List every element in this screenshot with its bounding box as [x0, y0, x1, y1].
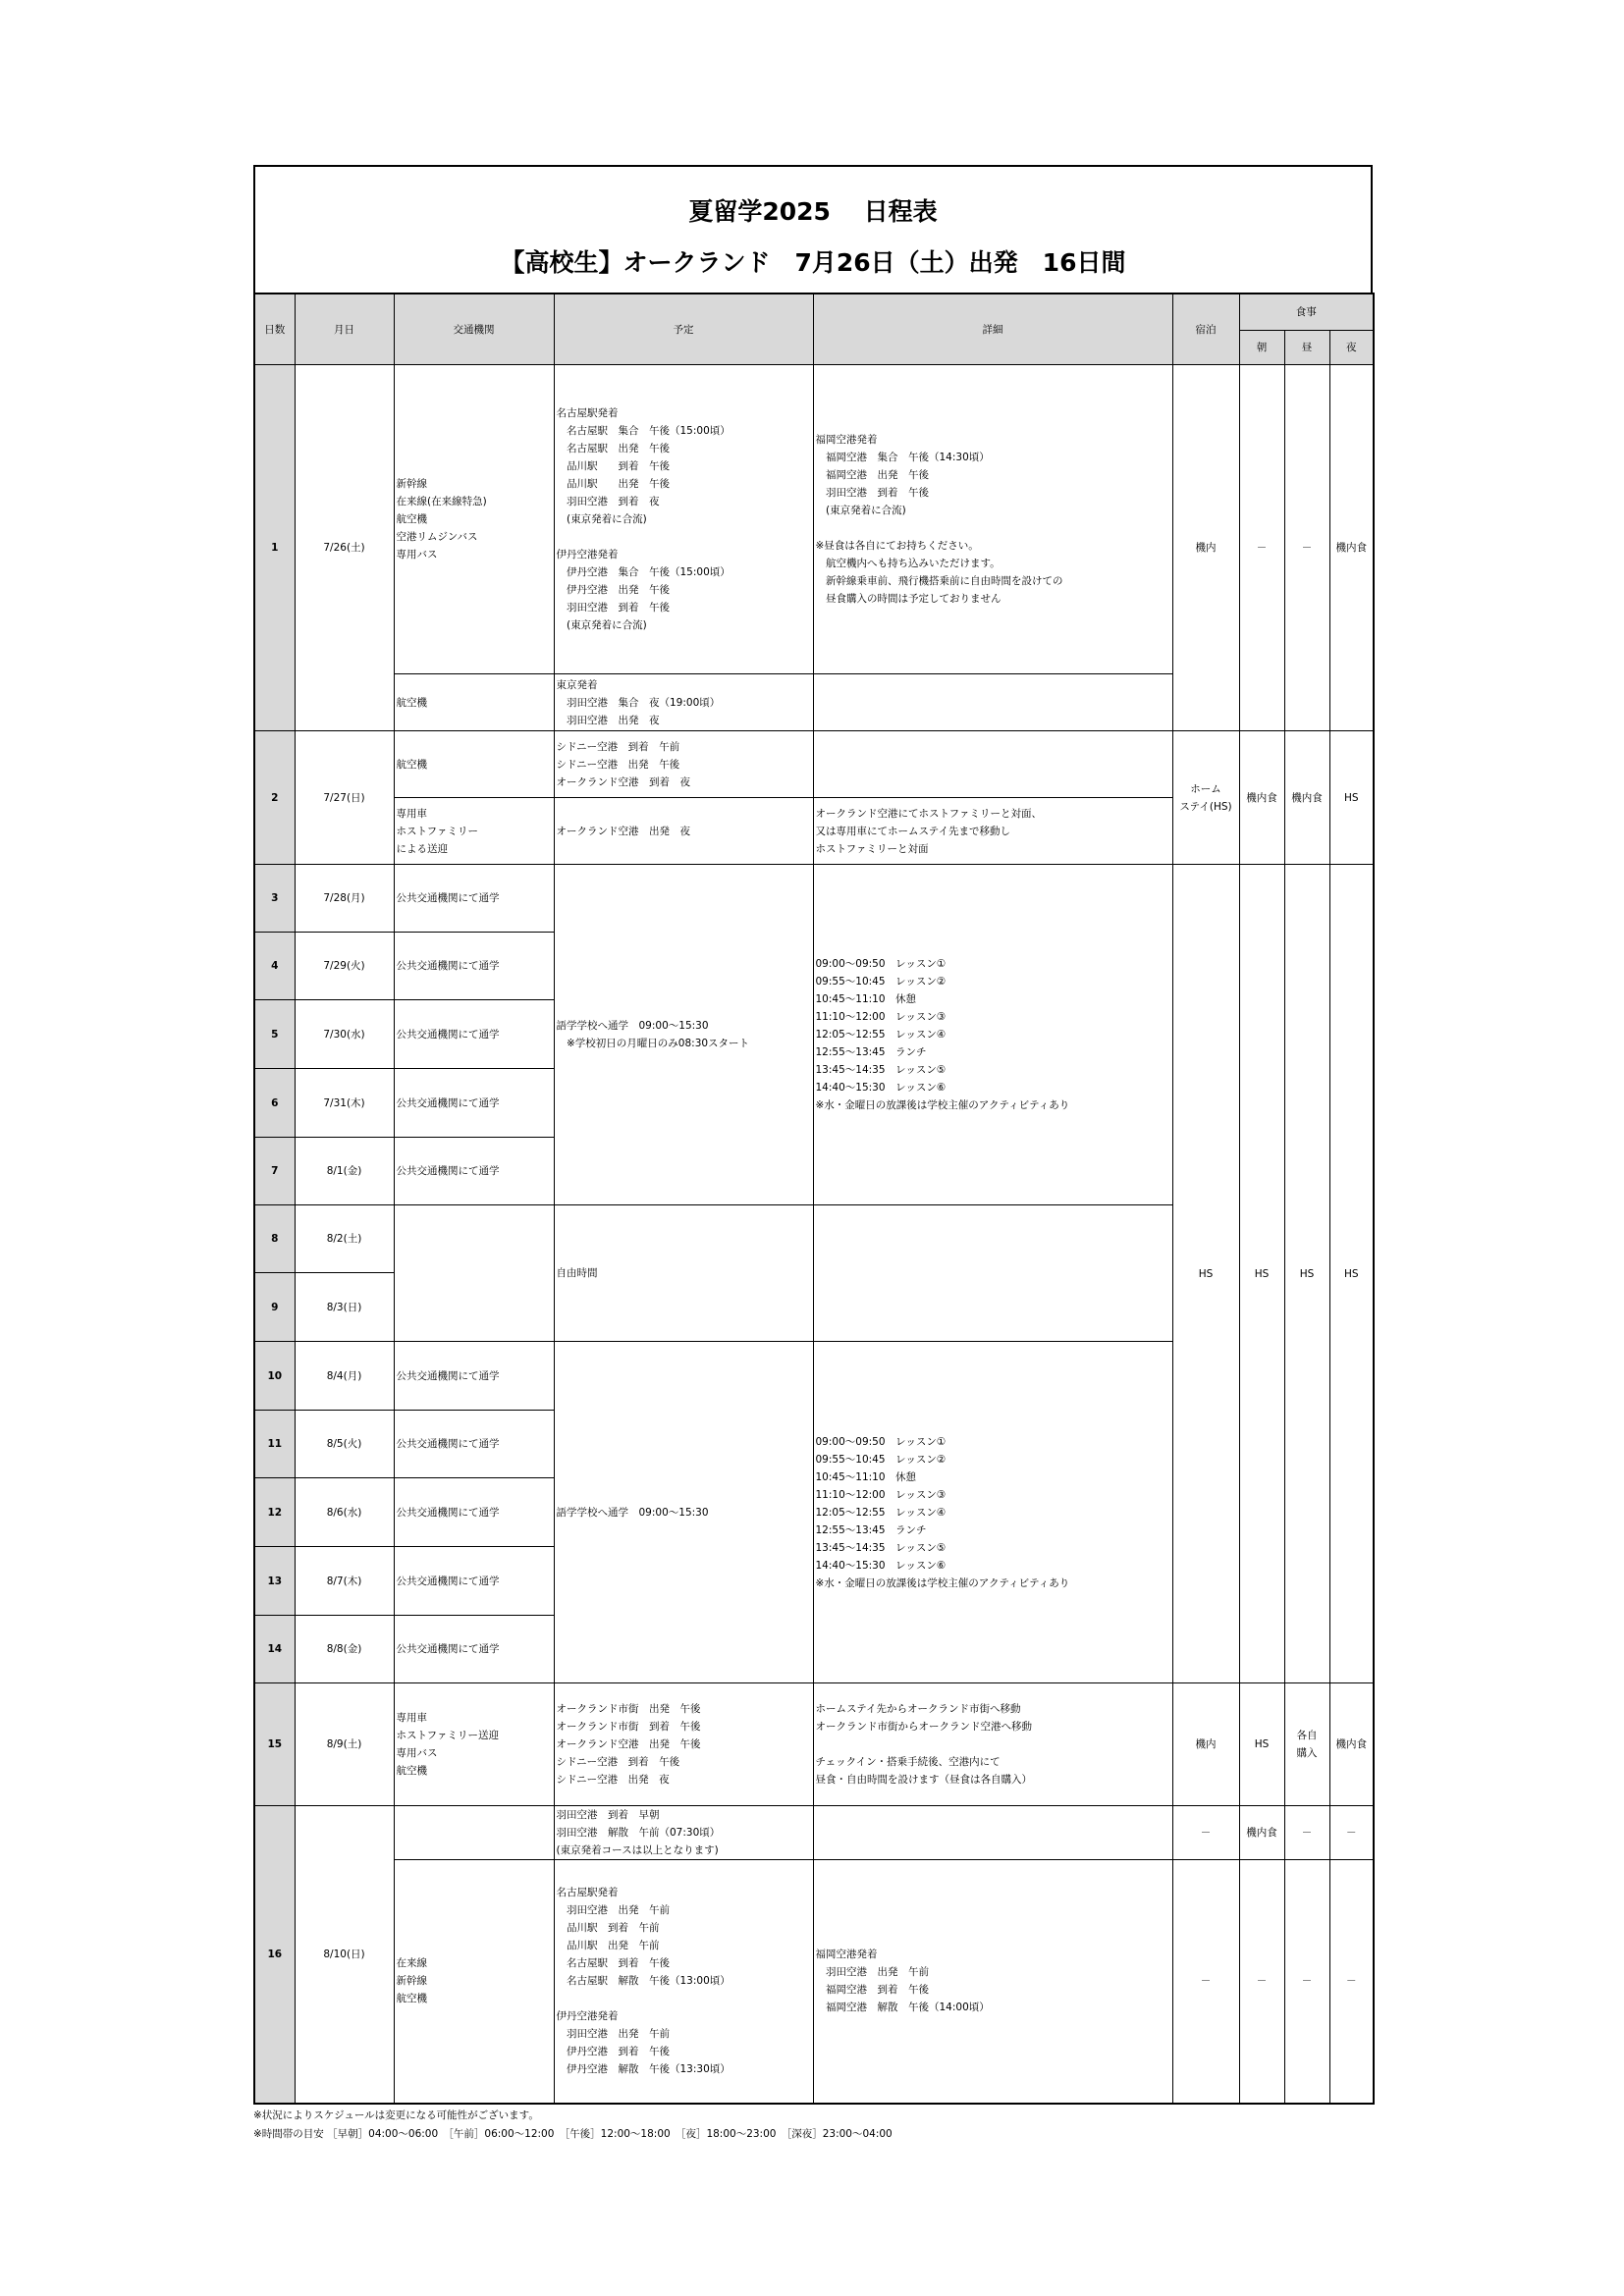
plan-cell: 語学学校へ通学 09:00～15:30 ※学校初日の月曜日のみ08:30スタート [554, 865, 813, 1205]
header-dinner: 夜 [1329, 331, 1374, 365]
date-cell: 7/26(土) [295, 365, 394, 731]
day-number: 6 [254, 1069, 295, 1138]
transport-cell: 新幹線 在来線(在来線特急) 航空機 空港リムジンバス 専用バス [394, 365, 554, 674]
page-title: 夏留学2025 日程表 [688, 197, 938, 226]
date-cell: 8/10(日) [295, 1806, 394, 2104]
header-detail: 詳細 [813, 294, 1172, 365]
header-meals: 食事 [1239, 294, 1374, 331]
table-row [254, 365, 1374, 674]
footnotes [253, 2107, 893, 2144]
transport-cell: 航空機 [394, 731, 554, 798]
lunch-cell: 各自 購入 [1284, 1683, 1329, 1806]
breakfast-cell: HS [1239, 865, 1284, 1683]
plan-cell: オークランド空港 出発 夜 [554, 798, 813, 865]
dinner-cell: 機内食 [1329, 1683, 1374, 1806]
transport-cell: 公共交通機関にて通学 [394, 1000, 554, 1069]
transport-cell: 公共交通機関にて通学 [394, 1342, 554, 1411]
table-row [254, 731, 1374, 798]
transport-cell: 公共交通機関にて通学 [394, 1411, 554, 1478]
plan-cell: オークランド市街 出発 午後 オークランド市街 到着 午後 オークランド空港 出発 午後 シドニー空港 到着 午後 シドニー空港 出発 夜 [554, 1683, 813, 1806]
day-number: 16 [254, 1806, 295, 2104]
transport-cell: 公共交通機関にて通学 [394, 933, 554, 1000]
dinner-cell: HS [1329, 731, 1374, 865]
lodging-cell: － [1172, 1806, 1239, 1860]
date-cell: 7/28(月) [295, 865, 394, 933]
header-date: 月日 [295, 294, 394, 365]
table-row [254, 1683, 1374, 1806]
header-plan: 予定 [554, 294, 813, 365]
dinner-cell: HS [1329, 865, 1374, 1683]
detail-cell: 09:00～09:50 レッスン① 09:55～10:45 レッスン② 10:45～11:10 休憩 11:10～12:00 レッスン③ 12:05～12:55 レッスン④ 12:55～13:45 ランチ 13:45～14:35 レッスン⑤ 14:40～15:30 レッスン⑥ ※水・金曜日の放課後は学校主催のアクティビティあり [813, 1342, 1172, 1683]
breakfast-cell: － [1239, 365, 1284, 731]
lodging-cell: 機内 [1172, 365, 1239, 731]
day-number: 10 [254, 1342, 295, 1411]
detail-cell: 福岡空港発着 羽田空港 出発 午前 福岡空港 到着 午後 福岡空港 解散 午後（14:00頃） [813, 1860, 1172, 2104]
dinner-cell: 機内食 [1329, 365, 1374, 731]
table-row [254, 1860, 1374, 2104]
date-cell: 8/9(土) [295, 1683, 394, 1806]
day-number: 13 [254, 1547, 295, 1616]
dinner-cell: － [1329, 1860, 1374, 2104]
day-number: 14 [254, 1616, 295, 1683]
header-lodging: 宿泊 [1172, 294, 1239, 365]
page-subtitle: 【高校生】オークランド 7月26日（土）出発 16日間 [500, 248, 1126, 277]
day-number: 11 [254, 1411, 295, 1478]
date-cell: 8/5(火) [295, 1411, 394, 1478]
day-number: 3 [254, 865, 295, 933]
day-number: 8 [254, 1205, 295, 1273]
schedule-table [253, 293, 1375, 2105]
schedule-sheet [253, 165, 1373, 2105]
day-number: 4 [254, 933, 295, 1000]
transport-cell: 公共交通機関にて通学 [394, 1478, 554, 1547]
day-number: 12 [254, 1478, 295, 1547]
title-box [253, 165, 1373, 293]
plan-cell: シドニー空港 到着 午前 シドニー空港 出発 午後 オークランド空港 到着 夜 [554, 731, 813, 798]
detail-cell: 福岡空港発着 福岡空港 集合 午後（14:30頃） 福岡空港 出発 午後 羽田空港 到着 午後 (東京発着に合流) ※昼食は各自にてお持ちください。 航空機内へも持ち込みいただけます。 新幹線乗車前、飛行機搭乗前に自由時間を設けての 昼食購入の時間は予定しておりません [813, 365, 1172, 674]
transport-cell: 専用車 ホストファミリー送迎 専用バス 航空機 [394, 1683, 554, 1806]
lunch-cell: － [1284, 1860, 1329, 2104]
day-number: 5 [254, 1000, 295, 1069]
table-row [254, 1806, 1374, 1860]
day-number: 9 [254, 1273, 295, 1342]
date-cell: 8/2(土) [295, 1205, 394, 1273]
header-breakfast: 朝 [1239, 331, 1284, 365]
transport-cell: 公共交通機関にて通学 [394, 1069, 554, 1138]
lunch-cell: 機内食 [1284, 731, 1329, 865]
transport-cell [394, 1806, 554, 1860]
lunch-cell: － [1284, 365, 1329, 731]
day-number: 7 [254, 1138, 295, 1205]
transport-cell: 航空機 [394, 674, 554, 731]
plan-cell: 名古屋駅発着 羽田空港 出発 午前 品川駅 到着 午前 品川駅 出発 午前 名古屋駅 到着 午後 名古屋駅 解散 午後（13:00頃） 伊丹空港発着 羽田空港 出発 午前 伊丹空港 到着 午後 伊丹空港 解散 午後（13:30頃） [554, 1860, 813, 2104]
transport-cell: 公共交通機関にて通学 [394, 1138, 554, 1205]
table-row [254, 865, 1374, 933]
date-cell: 8/7(木) [295, 1547, 394, 1616]
transport-cell [394, 1205, 554, 1342]
lodging-cell: － [1172, 1860, 1239, 2104]
lodging-cell: HS [1172, 865, 1239, 1683]
date-cell: 7/31(木) [295, 1069, 394, 1138]
date-cell: 7/27(日) [295, 731, 394, 865]
breakfast-cell: 機内食 [1239, 731, 1284, 865]
breakfast-cell: HS [1239, 1683, 1284, 1806]
detail-cell [813, 731, 1172, 798]
detail-cell: 09:00～09:50 レッスン① 09:55～10:45 レッスン② 10:45～11:10 休憩 11:10～12:00 レッスン③ 12:05～12:55 レッスン④ 12:55～13:45 ランチ 13:45～14:35 レッスン⑤ 14:40～15:30 レッスン⑥ ※水・金曜日の放課後は学校主催のアクティビティあり [813, 865, 1172, 1205]
plan-cell: 名古屋駅発着 名古屋駅 集合 午後（15:00頃） 名古屋駅 出発 午後 品川駅 到着 午後 品川駅 出発 午後 羽田空港 到着 夜 (東京発着に合流) 伊丹空港発着 伊丹空港 集合 午後（15:00頃） 伊丹空港 出発 午後 羽田空港 到着 午後 (東京発着に合流) [554, 365, 813, 674]
date-cell: 7/29(火) [295, 933, 394, 1000]
date-cell: 8/8(金) [295, 1616, 394, 1683]
header-day: 日数 [254, 294, 295, 365]
detail-cell [813, 1205, 1172, 1342]
header-lunch: 昼 [1284, 331, 1329, 365]
day-number: 2 [254, 731, 295, 865]
breakfast-cell: － [1239, 1860, 1284, 2104]
footnote-schedule-change: ※状況によりスケジュールは変更になる可能性がございます。 [253, 2109, 539, 2121]
detail-cell [813, 674, 1172, 731]
day-number: 1 [254, 365, 295, 731]
plan-cell: 東京発着 羽田空港 集合 夜（19:00頃） 羽田空港 出発 夜 [554, 674, 813, 731]
date-cell: 7/30(水) [295, 1000, 394, 1069]
lunch-cell: HS [1284, 865, 1329, 1683]
breakfast-cell: 機内食 [1239, 1806, 1284, 1860]
plan-cell: 羽田空港 到着 早朝 羽田空港 解散 午前（07:30頃） (東京発着コースは以上となります) [554, 1806, 813, 1860]
footnote-time-guide: ※時間帯の目安 ［早朝］04:00～06:00 ［午前］06:00～12:00 ［午後］12:00～18:00 ［夜］18:00～23:00 ［深夜］23:00～04:00 [253, 2128, 893, 2140]
transport-cell: 公共交通機関にて通学 [394, 1616, 554, 1683]
date-cell: 8/6(水) [295, 1478, 394, 1547]
transport-cell: 在来線 新幹線 航空機 [394, 1860, 554, 2104]
dinner-cell: － [1329, 1806, 1374, 1860]
date-cell: 8/3(日) [295, 1273, 394, 1342]
lunch-cell: － [1284, 1806, 1329, 1860]
detail-cell: オークランド空港にてホストファミリーと対面、 又は専用車にてホームステイ先まで移動し ホストファミリーと対面 [813, 798, 1172, 865]
detail-cell: ホームステイ先からオークランド市街へ移動 オークランド市街からオークランド空港へ移動 チェックイン・搭乗手続後、空港内にて 昼食・自由時間を設けます（昼食は各自購入） [813, 1683, 1172, 1806]
transport-cell: 公共交通機関にて通学 [394, 865, 554, 933]
transport-cell: 公共交通機関にて通学 [394, 1547, 554, 1616]
day-number: 15 [254, 1683, 295, 1806]
lodging-cell: 機内 [1172, 1683, 1239, 1806]
lodging-cell: ホーム ステイ(HS) [1172, 731, 1239, 865]
detail-cell [813, 1806, 1172, 1860]
plan-cell: 語学学校へ通学 09:00～15:30 [554, 1342, 813, 1683]
header-transport: 交通機関 [394, 294, 554, 365]
transport-cell: 専用車 ホストファミリー による送迎 [394, 798, 554, 865]
date-cell: 8/1(金) [295, 1138, 394, 1205]
date-cell: 8/4(月) [295, 1342, 394, 1411]
plan-cell: 自由時間 [554, 1205, 813, 1342]
